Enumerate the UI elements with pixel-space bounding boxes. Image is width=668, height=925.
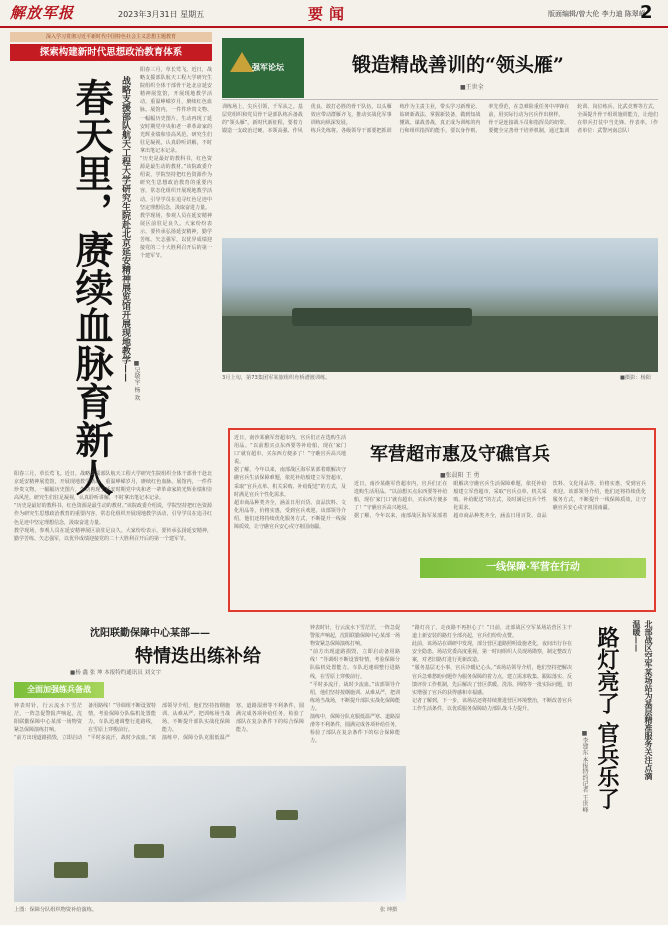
convoy-photo — [14, 766, 406, 902]
bottom-left-body-continued: 钟表时针，行云流水下雪茫茫，一阵急促警报声响起，沈阳联勤保障中心某部一场物资紧急保障演练打响。 “前方出现道路损毁，立即启动备用路线！”导调组不断设置特情，考验保障分队临机处置能力。车队迅速调整行进路线，在雪原上穿梭前行。 “平时多流汗，战时少流血。”该部领导介绍，他们坚持按纲施训、从难从严，把训练场当战场，不断提升部队实战化保障能力。 演练中，保障分队克服低温严寒、道路湿滑等不利条件，圆满完成各项补给任务，检验了部队在复杂条件下的综合保障能力。 — [310, 625, 400, 745]
feature-title: 春天里，赓续血脉育新人 — [69, 78, 114, 496]
bottom-right-body: “路灯亮了，走夜路不再担心了！”日前，北部战区空军某场站营区主干道上新安装的路灯全部亮起，官兵们纷纷点赞。 此前，该场站在调研中发现，部分营区道路照明设施老化，夜间出行存在安全隐患。场站党委高度重视，第一时间组织人员现场勘察，制定整改方案，对老旧路灯进行更新改造。 “服务基层无小事，官兵冷暖记心头。”该场站领导介绍，他们坚持把解决官兵急难愁盼问题作为服务保障的着力点，建立需求收集、跟踪落实、反馈评价工作机制，先后解决了营区供暖、洗浴、网络等一批实际问题，切实增强了官兵的获得感和幸福感。 记者了解到，下一步，该场站还将持续推进营区环境整治，不断改善官兵工作生活条件，以优质服务保障助力部队战斗力提升。 — [412, 625, 572, 712]
boxed-story-title: 军营超市惠及守礁官兵 — [370, 444, 550, 465]
pontoon-vehicle — [292, 308, 472, 326]
commentary-body: 训练场上，尖兵引领，千军从之。基层党组织和党员骨干是部队练兵备战的“领头雁”。新时代新征程，要着力锻造一支政治过硬、本领高强、作风优良、敢打必胜的骨干队伍，以头雁效应带动群雁齐飞，推动实战化军事训练向纵深发展。 练兵先练将。各级领导干部要把抓训练作为主责主业，带头学习新理论、钻研新战法、掌握新装备，做到知战懂战、谋战善战，真正成为训练的内行和组织指挥的能手。要以身作则、率先垂范，在急难险重任务中冲锋在前，用实际行动为官兵作出榜样。 骨干是连接战斗员和指挥员的纽带。要健全完善骨干培养机制，通过集训轮训、岗位练兵、比武竞赛等方式，全面提升骨干组训施训能力，让他们在带兵打仗中当先锋、作表率。（作者单位：武警河南总队） — [222, 104, 658, 135]
commentary-title: 锻造精战善训的“领头雁” — [352, 54, 564, 76]
feature-body: 阳春三月，草长莺飞。近日，战略支援部队航天工程大学研究生院组织全体干部骨干赴北京延安精神展览馆，开展现地教学活动，重温峥嵘岁月，赓续红色血脉。展馆内，一件件珍贵文物、一幅幅历史图片，生动再现了延安时期党中央和老一辈革命家的光辉业绩和崇高风范。研究生们驻足凝视，认真聆听讲解，不时拿出笔记本记录。 “历史是最好的教科书，红色资源是最生动的教材。”该院政委介绍说，学院坚持把红色资源作为研究生思想政治教育的重要内容，常态化组织开展现地教学活动，引导学员在追寻红色足迹中坚定理想信念，汲取奋进力量。 教学现场，参观人员在延安精神展区前驻足良久。大家纷纷表示，要传承弘扬延安精神，勤学苦练、矢志强军，以优异成绩迎接党的二十大胜利召开后的第一个建军节。 — [140, 67, 212, 260]
section-title: 要闻 — [308, 5, 351, 23]
bottom-left-title: 特情迭出练补给 — [135, 646, 261, 667]
divider — [222, 99, 658, 100]
boxed-story-body-left: 近日，南沙某礁军营超市内，官兵们正在选购生活用品。“以前想买点东西要等补给船，现在‘家门口’就有超市，买东西方便多了！”守礁官兵高兴地说。 据了解，今年以来，南部战区海军某部着眼解决守礁官兵生活保障难题，依托补给船建立军营超市，采取“官兵点单、机关采购、补给配送”的方式，及时满足官兵个性化需求。 超市商品种类齐全，涵盖日用百货、食品饮料、文化用品等，价格实惠，受到官兵欢迎。该部领导介绍，他们还将持续优化服务方式，不断提升一线保障质效，让守礁官兵安心戍守祖国南疆。 — [234, 435, 346, 531]
bottom-left-body: 钟表时针，行云流水下雪茫茫，一阵急促警报声响起，沈阳联勤保障中心某部一场物资紧急保障演练打响。 “前方出现道路损毁，立即启动备用路线！”导调组不断设置特情，考验保障分队临机处置能力。车队迅速调整行进路线，在雪原上穿梭前行。 “平时多流汗，战时少流血。”该部领导介绍，他们坚持按纲施训、从难从严，把训练场当战场，不断提升部队实战化保障能力。 演练中，保障分队克服低温严寒、道路湿滑等不利条件，圆满完成各项补给任务，检验了部队在复杂条件下的综合保障能力。 — [14, 703, 304, 742]
training-banner: 全面加强练兵备战 — [14, 682, 104, 698]
bottom-left-kicker: 沈阳联勤保障中心某部—— — [90, 628, 210, 639]
photo-credit: ■摄影：杨阳 — [620, 375, 651, 381]
page-editors: 版面编辑/曾大伦 李力迪 陈翠峰 — [548, 10, 646, 18]
feature-kicker: 探索构建新时代思想政治教育体系 — [10, 44, 212, 61]
boxed-story-body-right: 近日，南沙某礁军营超市内，官兵们正在选购生活用品。“以前想买点东西要等补给船，现在‘家门口’就有超市，买东西方便多了！”守礁官兵高兴地说。 据了解，今年以来，南部战区海军某部着眼解决守礁官兵生活保障难题，依托补给船建立军营超市，采取“官兵点单、机关采购、补给配送”的方式，及时满足官兵个性化需求。 超市商品种类齐全，涵盖日用百货、食品饮料、文化用品等，价格实惠，受到官兵欢迎。该部领导介绍，他们还将持续优化服务方式，不断提升一线保障质效，让守礁官兵安心戍守祖国南疆。 — [354, 481, 646, 520]
armored-vehicle — [54, 862, 88, 878]
photo-caption: 3月上旬，第73集团军某旅组织舟桥漕渡训练。 — [222, 375, 331, 381]
commentary-byline: ■王世全 — [460, 84, 484, 91]
bottom-photo-credit: 张 坤摄 — [380, 907, 398, 913]
training-photo — [222, 238, 658, 372]
bottom-right-title: 路灯亮了 官兵乐了 — [594, 626, 620, 810]
bottom-left-byline: ■杨 鑫 张 坤 本报特约通讯员 刘文宇 — [70, 670, 161, 676]
feature-body-continued: 阳春三月，草长莺飞。近日，战略支援部队航天工程大学研究生院组织全体干部骨干赴北京延安精神展览馆，开展现地教学活动，重温峥嵘岁月，赓续红色血脉。展馆内，一件件珍贵文物、一幅幅历史图片，生动再现了延安时期党中央和老一辈革命家的光辉业绩和崇高风范。研究生们驻足凝视，认真聆听讲解，不时拿出笔记本记录。 “历史是最好的教科书，红色资源是最生动的教材。”该院政委介绍说，学院坚持把红色资源作为研究生思想政治教育的重要内容，常态化组织开展现地教学活动，引导学员在追寻红色足迹中坚定理想信念，汲取奋进力量。 教学现场，参观人员在延安精神展区前驻足良久。大家纷纷表示，要传承弘扬延安精神，勤学苦练、矢志强军，以优异成绩迎接党的二十大胜利召开后的第一个建军节。 — [14, 471, 212, 542]
feature-subtitle: 战略支援部队航天工程大学研究生院赴北京延安精神展览馆开展现地教学—— — [120, 76, 130, 382]
wing-icon — [230, 52, 254, 72]
bottom-right-byline: ■李建东 本报特约记者 王世峰 — [581, 730, 588, 813]
theme-banner: 深入学习贯彻习近平新时代中国特色社会主义思想主题教育 — [45, 34, 176, 40]
boxed-story-banner: 一线保障·军营在行动 — [420, 558, 646, 578]
armored-vehicle — [134, 844, 164, 858]
forum-emblem — [222, 38, 304, 98]
armored-vehicle — [210, 826, 236, 838]
boxed-story-byline: ■张晨阳 王 勇 — [440, 472, 480, 479]
bottom-photo-caption: 上图：保障分队组织物资补给演练。 — [14, 907, 98, 913]
feature-byline: ■吴敬宇 杨 欢 — [133, 360, 140, 401]
armored-vehicle — [276, 810, 298, 820]
bottom-right-kicker: 北部战区空军某场站为基层精准服务关注点滴温暖—— — [632, 620, 653, 780]
page-number: 2 — [640, 2, 653, 23]
issue-date: 2023年3月31日 星期五 — [118, 10, 205, 19]
newspaper-logo: 解放军报 — [10, 4, 75, 22]
forum-label: 强军论坛 — [252, 63, 284, 72]
